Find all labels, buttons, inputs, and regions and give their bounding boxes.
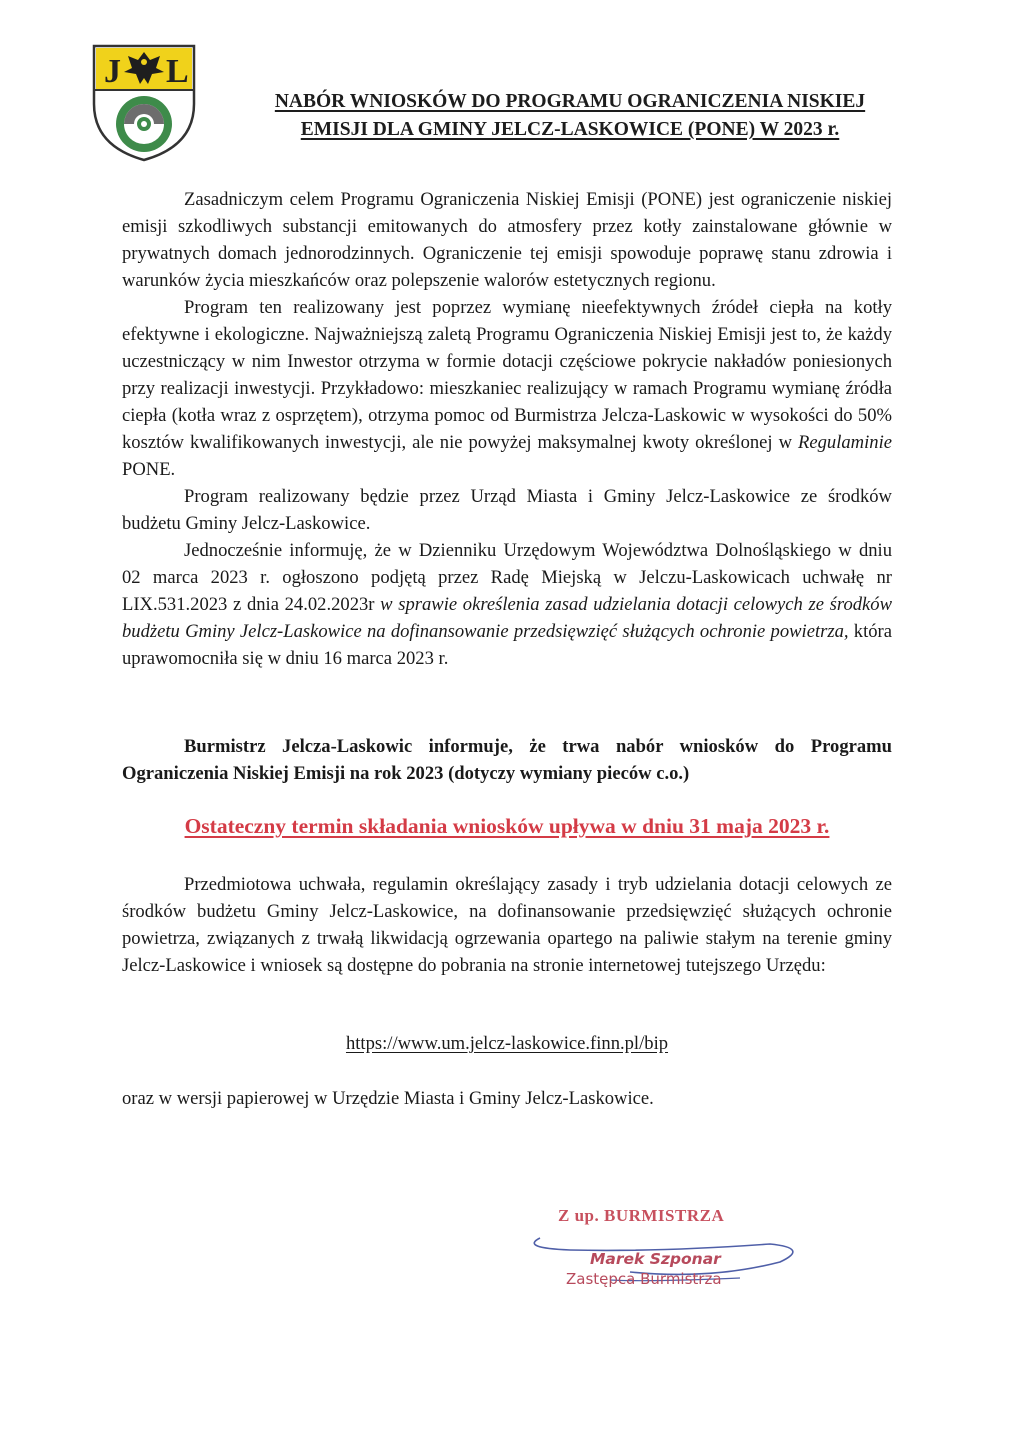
bold-notice: Burmistrz Jelcza-Laskowic informuje, że trwa nabór wniosków do Programu Ograniczenia Niskiej Emisji na rok 2023 (dotyczy wymiany pieców c.o.) <box>122 736 892 784</box>
title-line-1: NABÓR WNIOSKÓW DO PROGRAMU OGRANICZENIA NISKIEJ <box>274 91 866 112</box>
paragraph-resolution-end: która uprawomocniła się w dniu 16 marca 2023 r. <box>122 621 892 669</box>
notice-block <box>122 733 892 787</box>
bip-link[interactable]: https://www.um.jelcz-laskowice.finn.pl/bip <box>345 1033 669 1054</box>
crest-letter-l: L <box>166 53 189 90</box>
signatory-name: Marek Szponar <box>590 1250 721 1268</box>
paragraph-resolution <box>122 537 892 672</box>
page-title <box>200 88 940 144</box>
gear-wheel-icon <box>116 96 172 152</box>
resolution-subject: w sprawie określenia zasad udzielania dotacji celowych ze środków budżetu Gminy Jelcz-Laskowice na dofinansowanie przedsięwzięć służących ochronie powietrza, <box>122 594 893 642</box>
document-body <box>122 186 892 672</box>
paragraph-resolution-text: Jednocześnie informuję, że w Dzienniku Urzędowym Województwa Dolnośląskiego w dniu 02 marca 2023 r. ogłoszono podjętą przez Radę Miejską w Jelczu-Laskowicach uchwałę nr LIX.531.2023 z dnia 24.02.2023r <box>122 540 892 615</box>
signatory-role: Zastępca Burmistrza <box>566 1270 722 1288</box>
signature-title: Z up. BURMISTRZA <box>558 1206 725 1225</box>
availability-block <box>122 871 892 979</box>
paragraph-availability: Przedmiotowa uchwała, regulamin określający zasady i tryb udzielania dotacji celowych ze środków budżetu Gminy Jelcz-Laskowice, na dofinansowanie przedsięwzięć służących ochronie powietrza, związanych z trwałą likwidacją ogrzewania opartego na paliwie stałym na terenie gminy Jelcz-Laskowice i wniosek są dostępne do pobrania na stronie internetowej tutejszego Urzędu: <box>122 874 892 976</box>
deadline-notice: Ostateczny termin składania wniosków upływa w dniu 31 maja 2023 r. <box>184 814 830 838</box>
paragraph-program <box>122 294 892 483</box>
paragraph-program-text: Program ten realizowany jest poprzez wymianę nieefektywnych źródeł ciepła na kotły efektywne i ekologiczne. Najważniejszą zaletą Programu Ograniczenia Niskiej Emisji jest to, że każdy uczestniczący w nim Inwestor otrzyma w formie dotacji częściowe pokrycie nakładów poniesionych przy realizacji inwestycji. Przykładowo: mieszkaniec realizujący w ramach Programu wymianę źródła ciepła (kotła wraz z osprzętem), otrzyma pomoc od Burmistrza Jelcza-Laskowic w wysokości do 50% kosztów kwalifikowanych inwestycji, ale nie powyżej maksymalnej kwoty określonej w <box>122 297 892 453</box>
signature-stamp <box>510 1200 810 1310</box>
coat-of-arms-logo <box>90 42 198 164</box>
title-line-2: EMISJI DLA GMINY JELCZ-LASKOWICE (PONE) W 2023 r. <box>300 119 840 140</box>
crest-letter-j: J <box>104 53 121 90</box>
paragraph-program-end: PONE. <box>122 459 176 480</box>
paper-version-note: oraz w wersji papierowej w Urzędzie Miasta i Gminy Jelcz-Laskowice. <box>122 1088 654 1109</box>
paragraph-implementation: Program realizowany będzie przez Urząd Miasta i Gminy Jelcz-Laskowice ze środków budżetu Gminy Jelcz-Laskowice. <box>122 486 892 534</box>
regulamin-term: Regulaminie <box>798 432 892 453</box>
paragraph-purpose: Zasadniczym celem Programu Ograniczenia Niskiej Emisji (PONE) jest ograniczenie niskiej emisji szkodliwych substancji emitowanych do atmosfery przez kotły zainstalowane głównie w prywatnych domach jednorodzinnych. Ograniczenie tej emisji spowoduje poprawę stanu zdrowia i warunków życia mieszkańców oraz polepszenie walorów estetycznych regionu. <box>122 189 892 291</box>
